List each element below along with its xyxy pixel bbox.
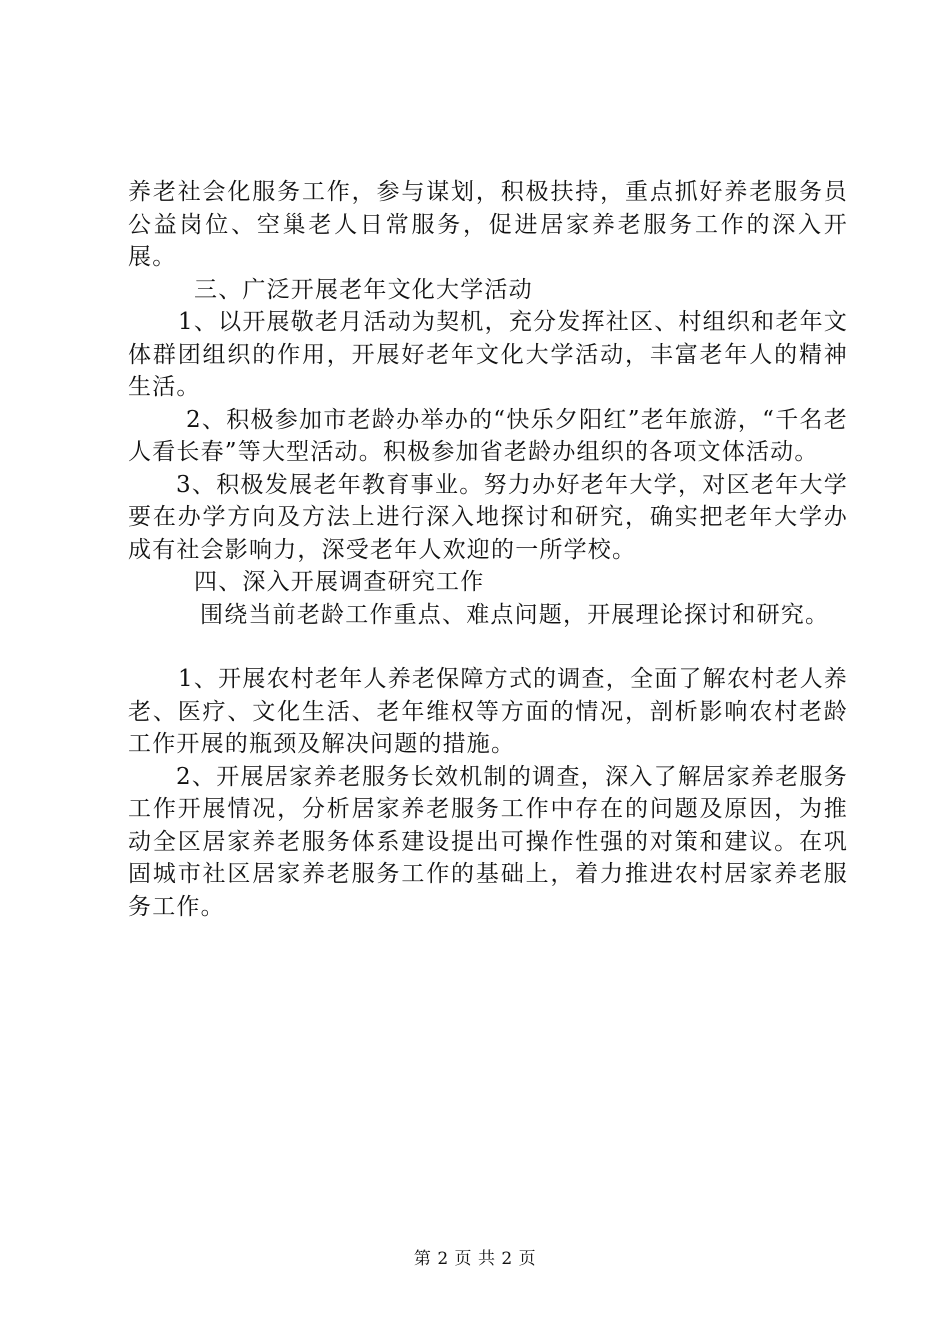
paragraph-3-3: 3、积极发展老年教育事业。努力办好老年大学，对区老年大学要在办学方向及方法上进行深入地探讨和研究，确实把老年大学办成有社会影响力，深受老年人欢迎的一所学校。 (128, 471, 848, 563)
paragraph-4-2: 2、开展居家养老服务长效机制的调查，深入了解居家养老服务工作开展情况，分析居家养老服务工作中存在的问题及原因，为推动全区居家养老服务体系建设提出可操作性强的对策和建议。在巩固城市社区居家养老服务工作的基础上，着力推进农村居家养老服务工作。 (128, 763, 848, 920)
paragraph-gap (128, 631, 848, 663)
section-heading-4: 四、深入开展调查研究工作 (194, 569, 485, 595)
paragraph-continuation: 养老社会化服务工作，参与谋划，积极扶持，重点抓好养老服务员公益岗位、空巢老人日常服务，促进居家养老服务工作的深入开展。 (128, 179, 848, 270)
paragraph-4-1: 1、开展农村老年人养老保障方式的调查，全面了解农村老人养老、医疗、文化生活、老年维权等方面的情况，剖析影响农村老龄工作开展的瓶颈及解决问题的措施。 (128, 666, 848, 757)
section-heading-3: 三、广泛开展老年文化大学活动 (194, 276, 533, 303)
paragraph-4-intro: 围绕当前老龄工作重点、难点问题，开展理论探讨和研究。 (200, 601, 830, 628)
document-body (128, 176, 848, 923)
paragraph-3-1: 1、以开展敬老月活动为契机，充分发挥社区、村组织和老年文体群团组织的作用，开展好老年文化大学活动，丰富老年人的精神生活。 (128, 309, 848, 400)
paragraph-3-2: 2、积极参加市老龄办举办的“快乐夕阳红”老年旅游，“千名老人看长春”等大型活动。积极参加省老龄办组织的各项文体活动。 (128, 406, 848, 465)
page-footer: 第 2 页 共 2 页 (413, 1249, 537, 1269)
